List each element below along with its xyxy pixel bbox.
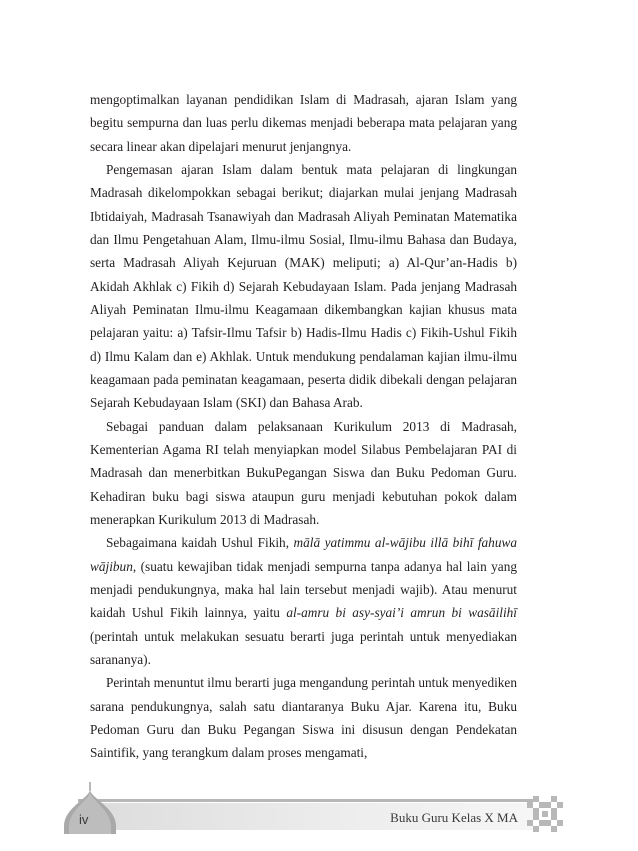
paragraph: [90, 415, 517, 532]
page-footer: [0, 782, 638, 842]
italic-phrase: mālā yatimmu al-wājibu illā bihī fahuwa wājibun: [90, 535, 517, 574]
ornament-pattern-icon: [527, 796, 563, 832]
page-number: iv: [79, 812, 89, 827]
paragraph: [90, 158, 517, 415]
mosque-dome-icon: [58, 782, 122, 834]
text-run: Sebagai panduan dalam pelaksanaan Kurikulum 2013 di Madrasah, Kementerian Agama RI telah menyiapkan model Silabus Pembelajaran PAI di Madrasah dan menerbitkan BukuPegangan Siswa dan Buku Pedoman Guru. Kehadiran buku bagi siswa ataupun guru menjadi kebutuhan pokok dalam menerapkan Kurikulum 2013 di Madrasah.: [90, 418, 517, 527]
text-run: Pengemasan ajaran Islam dalam bentuk mata pelajaran di lingkungan Madrasah dikelompokkan sebagai berikut; diajarkan mulai jenjang Madrasah Ibtidaiyah, Madrasah Tsanawiyah dan Madrasah Aliyah Peminatan Matematika dan Ilmu Pengetahuan Alam, Ilmu-ilmu Sosial, Ilmu-ilmu Bahasa dan Budaya, serta Madrasah Aliyah Kejuruan (MAK) meliputi; a) Al-Qur’an-Hadis b) Akidah Akhlak c) Fikih d) Sejarah Kebudayaan Islam. Pada jenjang Madrasah Aliyah Peminatan Ilmu-ilmu Keagamaan dikembangkan kajian khusus mata pelajaran yaitu: a) Tafsir-Ilmu Tafsir b) Hadis-Ilmu Hadis c) Fikih-Ushul Fikih d) Ilmu Kalam dan e) Akhlak. Untuk mendukung pendalaman kajian ilmu-ilmu keagamaan pada peminatan keagamaan, peserta didik dibekali dengan pelajaran Sejarah Kebudayaan Islam (SKI) dan Bahasa Arab.: [90, 161, 517, 411]
footer-divider: [78, 799, 533, 802]
paragraph: [90, 671, 517, 764]
italic-phrase: al-amru bi asy-syai’i amrun bi wasāilihī: [286, 605, 517, 621]
text-run: (perintah untuk melakukan sesuatu berarti juga perintah untuk menyediakan sarananya).: [90, 628, 517, 667]
paragraph: [90, 531, 517, 671]
text-run: Sebagaimana kaidah Ushul Fikih,: [106, 535, 294, 551]
book-title: Buku Guru Kelas X MA: [390, 810, 518, 825]
text-run: mengoptimalkan layanan pendidikan Islam di Madrasah, ajaran Islam yang begitu sempurna dan luas perlu dikemas menjadi beberapa mata pelajaran yang secara linear akan dipelajari menurut jenjangnya.: [90, 92, 517, 154]
paragraph: [90, 88, 517, 158]
text-run: Perintah menuntut ilmu berarti juga mengandung perintah untuk menyediken sarana pendukungnya, salah satu diantaranya Buku Ajar. Karena itu, Buku Pedoman Guru dan Buku Pegangan Siswa ini disusun dengan Pendekatan Saintifik, yang terangkum dalam proses mengamati,: [90, 675, 517, 761]
body-text: [90, 88, 517, 765]
text-run: , (suatu kewajiban tidak menjadi sempurna tanpa adanya hal lain yang menjadi pendukungnya, maka hal lain tersebut menjadi wajib). Atau menurut kaidah Ushul Fikih lainnya, yaitu: [90, 558, 517, 621]
